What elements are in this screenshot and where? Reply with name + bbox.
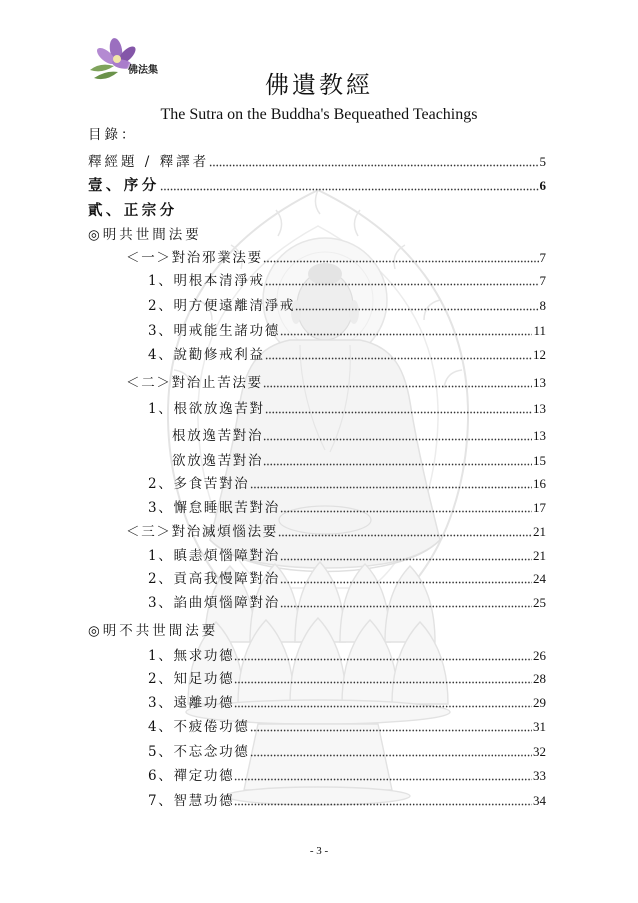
toc-entry-label: 1、瞋恚煩惱障對治	[148, 548, 280, 564]
dot-leader	[234, 803, 532, 806]
toc-section-heading	[88, 201, 546, 221]
toc-section-heading	[88, 225, 546, 245]
dot-leader	[209, 164, 538, 167]
toc-entry	[126, 373, 546, 393]
toc-entry	[148, 474, 546, 494]
toc-entry-label: 5、不忘念功德	[148, 744, 250, 760]
dot-leader	[263, 438, 532, 441]
toc-entry	[148, 742, 546, 762]
toc-entry	[148, 791, 546, 811]
toc-entry-label: 1、無求功德	[148, 648, 235, 664]
dot-leader	[295, 308, 538, 311]
toc-entry-label: 釋經題 / 釋譯者	[88, 154, 210, 170]
toc-entry	[148, 271, 546, 291]
toc-entry-page: 7	[539, 273, 546, 288]
toc-entry-label: 6、禪定功德	[148, 768, 235, 784]
toc-entry-label: 3、諂曲煩惱障對治	[148, 595, 280, 611]
toc-entry-page: 21	[533, 524, 546, 539]
toc-entry-label: 2、明方便遠離清淨戒	[148, 298, 296, 314]
document-subtitle: The Sutra on the Buddha's Bequeathed Teachings	[160, 106, 478, 123]
dot-leader	[160, 188, 539, 191]
toc-entry-label: 4、不疲倦功德	[148, 719, 250, 735]
toc-entry-label: 2、知足功德	[148, 671, 235, 687]
dot-leader	[250, 754, 533, 757]
dot-leader	[234, 681, 532, 684]
dot-leader	[280, 581, 532, 584]
toc-entry	[172, 451, 546, 471]
toc-section-heading	[88, 621, 546, 641]
toc-heading: 目錄：	[88, 127, 138, 143]
toc-entry-page: 15	[533, 453, 546, 468]
toc-entry-label: 1、根欲放逸苦對	[148, 401, 265, 417]
dot-leader	[265, 411, 532, 414]
toc-entry-page: 8	[539, 298, 546, 313]
toc-entry	[148, 296, 546, 316]
toc-entry-page: 33	[533, 768, 546, 783]
toc-entry-page: 11	[533, 323, 546, 338]
toc-entry-page: 13	[533, 428, 546, 443]
toc-entry-page: 34	[533, 793, 546, 808]
toc-entry-page: 25	[533, 595, 546, 610]
toc-entry	[126, 248, 546, 268]
dot-leader	[280, 333, 533, 336]
toc-entry-label: ＜一＞對治邪業法要	[126, 250, 263, 266]
toc-entry-label: 根放逸苦對治	[172, 428, 264, 444]
dot-leader	[263, 385, 532, 388]
toc-entry	[148, 345, 546, 365]
toc-entry	[148, 693, 546, 713]
toc-entry-page: 16	[533, 476, 546, 491]
toc-entry-page: 12	[533, 347, 546, 362]
toc-entry-label: 2、多食苦對治	[148, 476, 250, 492]
toc-entry	[148, 717, 546, 737]
toc-entry-label: 貳、正宗分	[88, 202, 178, 219]
dot-leader	[280, 558, 532, 561]
dot-leader	[234, 658, 532, 661]
toc-entry-label: 欲放逸苦對治	[172, 453, 264, 469]
toc-entry-label: 3、明戒能生諸功德	[148, 323, 280, 339]
dot-leader	[280, 605, 532, 608]
toc-entry	[148, 766, 546, 786]
toc-entry-page: 17	[533, 500, 546, 515]
toc-entry-page: 13	[533, 375, 546, 390]
toc-entry	[172, 426, 546, 446]
toc-entry	[148, 669, 546, 689]
toc-entry-label: ＜三＞對治滅煩惱法要	[126, 524, 278, 540]
toc-entry-label: 7、智慧功德	[148, 793, 235, 809]
dot-leader	[263, 463, 532, 466]
toc-entry-page: 13	[533, 401, 546, 416]
toc-entry-label: 3、遠離功德	[148, 695, 235, 711]
toc-entry	[148, 593, 546, 613]
toc-entry-label: 2、貢高我慢障對治	[148, 571, 280, 587]
dot-leader	[250, 486, 533, 489]
toc-entry	[148, 546, 546, 566]
toc-entry-page: 24	[533, 571, 546, 586]
toc-entry-label: 3、懈怠睡眠苦對治	[148, 500, 280, 516]
toc-entry-label: 壹、序分	[88, 177, 160, 194]
toc-entry-page: 32	[533, 744, 546, 759]
toc-entry-label: 4、說勸修戒利益	[148, 347, 265, 363]
document-title: 佛遺教經	[265, 71, 373, 99]
toc-entry	[148, 321, 546, 341]
toc-entry	[88, 176, 546, 196]
toc-entry	[148, 399, 546, 419]
toc-entry-label: ◎明不共世間法要	[88, 623, 219, 639]
logo-text: 佛法集	[128, 65, 158, 76]
toc-entry-page: 6	[539, 178, 546, 193]
toc-entry	[88, 152, 546, 172]
toc-entry-page: 21	[533, 548, 546, 563]
toc-entry-page: 5	[539, 154, 546, 169]
toc-entry	[126, 522, 546, 542]
page-number-footer: - 3 -	[309, 845, 329, 857]
toc-entry	[148, 498, 546, 518]
toc-entry-page: 26	[533, 648, 546, 663]
toc-entry-page: 31	[533, 719, 546, 734]
toc-entry-label: ◎明共世間法要	[88, 227, 202, 243]
toc-entry-label: ＜二＞對治止苦法要	[126, 375, 263, 391]
toc-entry-page: 7	[539, 250, 546, 265]
dot-leader	[234, 778, 532, 781]
toc-entry-label: 1、明根本清淨戒	[148, 273, 265, 289]
toc-entry	[148, 646, 546, 666]
toc-entry-page: 28	[533, 671, 546, 686]
toc-entry	[148, 569, 546, 589]
toc-entry-page: 29	[533, 695, 546, 710]
dot-leader	[265, 283, 539, 286]
dot-leader	[234, 705, 532, 708]
dot-leader	[265, 357, 532, 360]
dot-leader	[280, 510, 532, 513]
dot-leader	[278, 534, 532, 537]
dot-leader	[263, 260, 539, 263]
dot-leader	[250, 729, 533, 732]
